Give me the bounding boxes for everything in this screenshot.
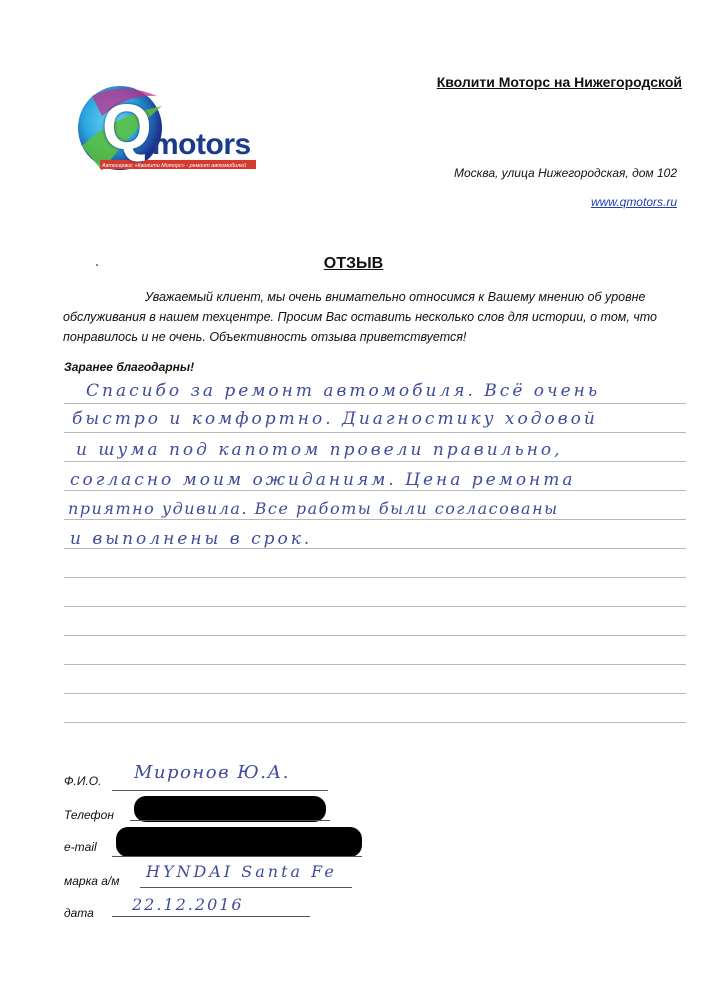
phone-redaction — [134, 796, 326, 822]
phone-label: Телефон — [64, 808, 114, 822]
ruled-line — [64, 693, 686, 694]
ruled-line — [64, 606, 686, 607]
car-value: HYNDAI Santa Fe — [146, 862, 337, 881]
logo-tagline: Автосервис «Кволити Моторс» - ремонт автомобилей — [102, 163, 247, 169]
ruled-line — [64, 722, 686, 723]
qmotors-logo — [72, 76, 272, 186]
company-name: Кволити Моторс на Нижегородской — [436, 74, 682, 90]
date-line — [112, 916, 310, 917]
review-line: согласно моим ожиданиям. Цена ремонта — [70, 470, 576, 490]
review-line: быстро и комфортно. Диагностику ходовой — [72, 409, 598, 429]
ruled-line — [64, 461, 686, 462]
review-line: и выполнены в срок. — [70, 529, 313, 549]
date-value: 22.12.2016 — [132, 895, 244, 914]
car-line — [140, 887, 352, 888]
ruled-line — [64, 577, 686, 578]
ruled-line — [64, 664, 686, 665]
ruled-line — [64, 432, 686, 433]
name-label: Ф.И.О. — [64, 774, 102, 788]
car-label: марка а/м — [64, 874, 120, 888]
company-address: Москва, улица Нижегородская, дом 102 — [453, 166, 677, 180]
name-line — [112, 790, 328, 791]
phone-line — [130, 820, 330, 821]
website-link[interactable]: www.qmotors.ru — [590, 195, 677, 209]
email-redaction — [116, 827, 362, 857]
email-label: e-mail — [64, 840, 97, 854]
review-line: Спасибо за ремонт автомобиля. Всё очень — [86, 381, 601, 401]
ruled-line — [64, 490, 686, 491]
name-value: Миронов Ю.А. — [134, 762, 290, 783]
ruled-line — [64, 519, 686, 520]
ruled-line — [64, 403, 686, 404]
email-line — [112, 856, 362, 857]
page-title: ОТЗЫВ — [323, 255, 384, 272]
logo-wordmark: motors — [152, 128, 251, 161]
review-line: приятно удивила. Все работы были согласованы — [68, 499, 559, 518]
thanks-text: Заранее благодарны! — [64, 360, 195, 374]
review-line: и шума под капотом провели правильно, — [76, 440, 563, 460]
logo-letter-q: Q — [102, 91, 152, 163]
ruled-line — [64, 635, 686, 636]
date-label: дата — [64, 906, 94, 920]
intro-text: Уважаемый клиент, мы очень внимательно относимся к Вашему мнению об уровне обслуживания в нашем техцентре. Просим Вас оставить несколько слов для истории, о том, что понравилось и не очень. Объективность отзыва приветствуется! — [63, 290, 657, 344]
